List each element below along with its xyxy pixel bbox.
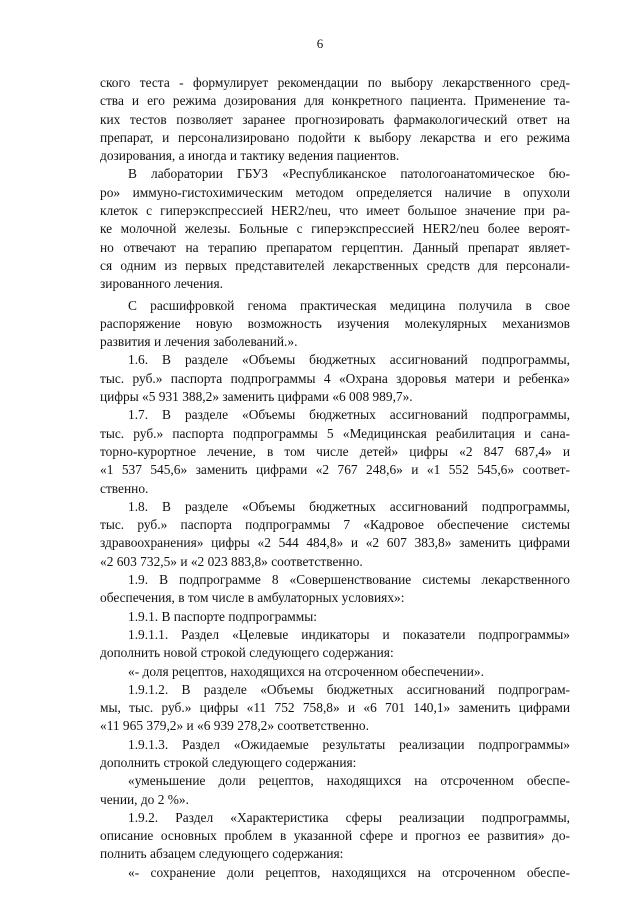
text-line: С расшифровкой генома практическая медицина получила в свое [128, 297, 570, 313]
text-line: 1.7. В разделе «Объемы бюджетных ассигнований подпрограммы, [128, 407, 570, 423]
text-line: 1.9.2. Раздел «Характеристика сферы реализации подпрограммы, [128, 809, 570, 825]
text-line: 1.8. В разделе «Объемы бюджетных ассигнований подпрограммы, [128, 498, 570, 514]
text-line: 1.9. В подпрограмме 8 «Совершенствование системы лекарственного [128, 572, 570, 588]
text-line: дополнить строкой следующего содержания: [100, 754, 357, 770]
text-line: распоряжение новую возможность изучения молекулярных механизмов [100, 315, 570, 331]
text-line: «- сохранение доли рецептов, находящихся на отсроченном обеспе- [128, 864, 570, 880]
text-line: 1.9.1.3. Раздел «Ожидаемые результаты реализации подпрограммы» [128, 736, 570, 752]
text-line: торно-курортное лечение, в том числе детей» цифры «2 847 687,4» и [100, 443, 570, 459]
text-line: 1.9.1.1. Раздел «Целевые индикаторы и показатели подпрограммы» [128, 626, 570, 642]
text-line: 1.9.1.2. В разделе «Объемы бюджетных ассигнований подпрограм- [128, 681, 570, 697]
text-line: обеспечения, в том числе в амбулаторных условиях»: [100, 590, 405, 606]
text-line: здравоохранения» цифры «2 544 484,8» и «2 607 383,8» заменить цифрами [100, 535, 570, 551]
text-line: В лаборатории ГБУЗ «Республиканское патологоанатомическое бю- [128, 166, 570, 182]
text-line: тыс. руб.» паспорта подпрограммы 7 «Кадровое обеспечение системы [100, 517, 570, 533]
text-line: ства и его режима дозирования для конкретного пациента. Применение та- [100, 93, 570, 109]
text-line: ся одним из первых представителей лекарственных средств для персонали- [100, 257, 570, 273]
text-line: клеток с гиперэкспрессией HER2/neu, что имеет большое значение при ра- [100, 203, 570, 219]
text-line: 1.6. В разделе «Объемы бюджетных ассигнований подпрограммы, [128, 352, 570, 368]
text-line: развития и лечения заболеваний.». [100, 334, 298, 350]
text-line: дозирования, а иногда и тактику ведения пациентов. [100, 148, 400, 164]
text-line: ственно. [100, 480, 149, 496]
text-line: препарат, и персонализировано подойти к выбору лекарства и его режима [100, 129, 570, 145]
text-line: описание основных проблем в указанной сфере и прогноз ее развития» до- [100, 828, 570, 844]
text-line: ро» иммуно-гистохимическим методом определяется наличие в опухоли [100, 184, 570, 200]
text-line: «11 965 379,2» и «6 939 278,2» соответственно. [100, 718, 369, 734]
text-line: «- доля рецептов, находящихся на отсроченном обеспечении». [128, 663, 484, 679]
text-line: зированного лечения. [100, 276, 223, 292]
text-line: но отвечают на терапию препаратом герцептин. Данный препарат являет- [100, 239, 570, 255]
text-line: «1 537 545,6» заменить цифрами «2 767 248,6» и «1 552 545,6» соответ- [100, 462, 570, 478]
text-line: тыс. руб.» паспорта подпрограммы 5 «Медицинская реабилитация и сана- [100, 425, 570, 441]
text-line: «2 603 732,5» и «2 023 883,8» соответственно. [100, 553, 363, 569]
text-line: ких тестов позволяет заранее прогнозировать фармакологический ответ на [100, 111, 570, 127]
document-body [100, 74, 570, 882]
text-line: ского теста - формулирует рекомендации по выбору лекарственного сред- [100, 75, 570, 90]
text-line: чении, до 2 %». [100, 791, 189, 807]
text-line: тыс. руб.» паспорта подпрограммы 4 «Охрана здоровья матери и ребенка» [100, 370, 570, 386]
text-line: 1.9.1. В паспорте подпрограммы: [128, 608, 317, 624]
text-line: мы, тыс. руб.» цифры «11 752 758,8» и «6 701 140,1» заменить цифрами [100, 700, 570, 716]
text-line: полнить абзацем следующего содержания: [100, 846, 344, 862]
text-line: цифры «5 931 388,2» заменить цифрами «6 008 989,7». [100, 389, 413, 405]
text-line: «уменьшение доли рецептов, находящихся на отсроченном обеспе- [128, 773, 570, 789]
text-line: дополнить новой строкой следующего содержания: [100, 645, 394, 661]
text-line: ке молочной железы. Больные с гиперэкспрессией HER2/neu более вероят- [100, 221, 570, 237]
page-number: 6 [316, 36, 324, 51]
